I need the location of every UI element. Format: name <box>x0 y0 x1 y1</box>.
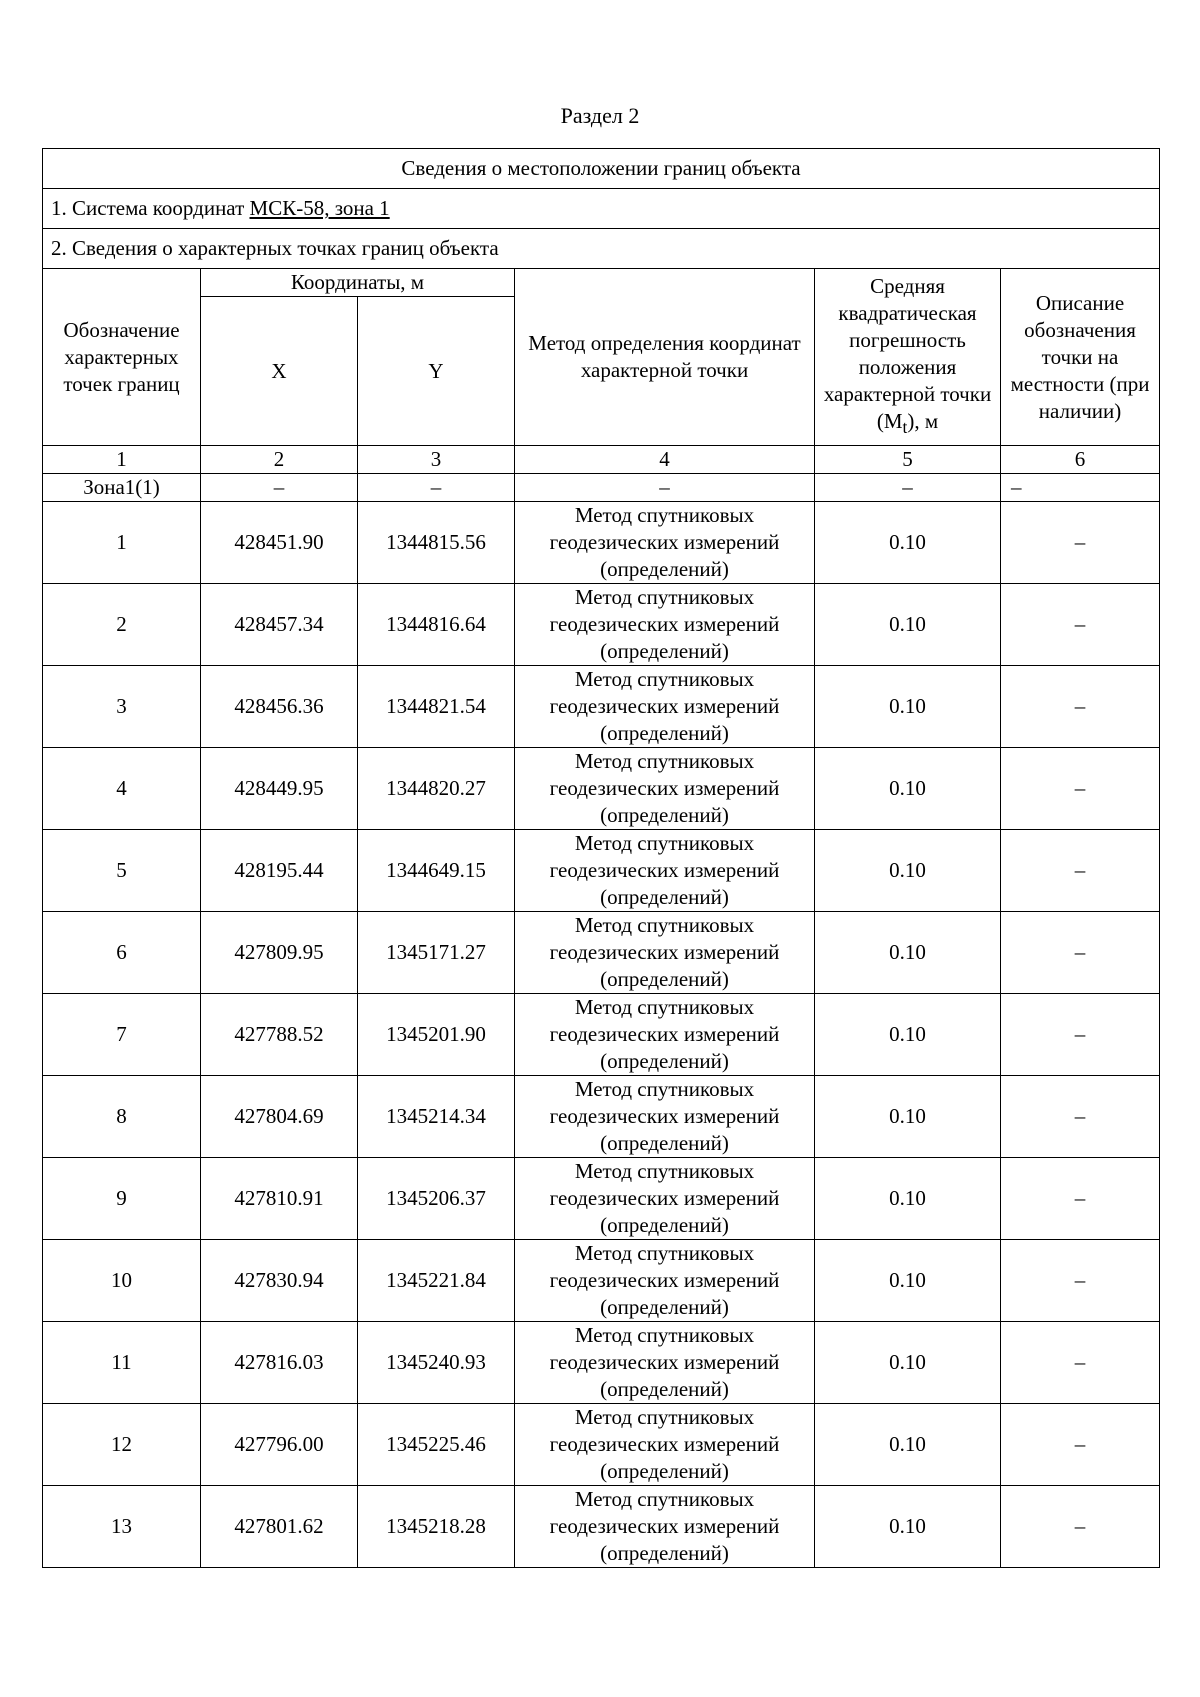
header-row-1 <box>43 269 1160 297</box>
mean-error: 0.10 <box>815 1240 1001 1322</box>
point-number: 11 <box>43 1322 201 1404</box>
boundary-points-table <box>42 148 1160 1568</box>
table-row <box>43 748 1160 830</box>
table-row <box>43 912 1160 994</box>
coord-x: 427804.69 <box>201 1076 358 1158</box>
point-number: 7 <box>43 994 201 1076</box>
coord-y: 1345171.27 <box>358 912 515 994</box>
point-number: 9 <box>43 1158 201 1240</box>
mean-error: 0.10 <box>815 994 1001 1076</box>
coord-y: 1345221.84 <box>358 1240 515 1322</box>
mean-error: 0.10 <box>815 1322 1001 1404</box>
table-row <box>43 994 1160 1076</box>
method-cell: Метод спутниковых геодезических измерений (определений) <box>515 1486 815 1568</box>
table-row <box>43 1240 1160 1322</box>
header-description: Описание обозначения точки на местности (при наличии) <box>1001 269 1160 446</box>
zone-label: Зона1(1) <box>43 474 201 502</box>
coord-x: 427810.91 <box>201 1158 358 1240</box>
coord-x: 428451.90 <box>201 502 358 584</box>
mean-error: 0.10 <box>815 830 1001 912</box>
coord-x: 427788.52 <box>201 994 358 1076</box>
coord-y: 1344820.27 <box>358 748 515 830</box>
coord-y: 1345218.28 <box>358 1486 515 1568</box>
point-description: – <box>1001 1240 1160 1322</box>
method-cell: Метод спутниковых геодезических измерений (определений) <box>515 1322 815 1404</box>
table-row <box>43 1486 1160 1568</box>
point-number: 2 <box>43 584 201 666</box>
method-cell: Метод спутниковых геодезических измерений (определений) <box>515 1404 815 1486</box>
zone-dash: – <box>515 474 815 502</box>
point-number: 5 <box>43 830 201 912</box>
column-numbers-row <box>43 446 1160 474</box>
mean-error: 0.10 <box>815 1158 1001 1240</box>
method-cell: Метод спутниковых геодезических измерений (определений) <box>515 584 815 666</box>
table-title: Сведения о местоположении границ объекта <box>43 149 1160 189</box>
column-number: 6 <box>1001 446 1160 474</box>
coord-x: 428456.36 <box>201 666 358 748</box>
mean-error: 0.10 <box>815 502 1001 584</box>
point-number: 6 <box>43 912 201 994</box>
column-number: 3 <box>358 446 515 474</box>
table-row <box>43 1076 1160 1158</box>
coord-x: 428457.34 <box>201 584 358 666</box>
column-number: 1 <box>43 446 201 474</box>
coord-x: 427801.62 <box>201 1486 358 1568</box>
section-title: Раздел 2 <box>560 103 640 128</box>
header-mean-error-sub: t <box>902 417 908 438</box>
point-description: – <box>1001 502 1160 584</box>
table-title-row <box>43 149 1160 189</box>
coord-y: 1344649.15 <box>358 830 515 912</box>
table-row <box>43 1404 1160 1486</box>
header-coordinates: Координаты, м <box>201 269 515 297</box>
point-number: 4 <box>43 748 201 830</box>
point-description: – <box>1001 1404 1160 1486</box>
column-number: 5 <box>815 446 1001 474</box>
zone-dash: – <box>1001 474 1160 502</box>
point-description: – <box>1001 994 1160 1076</box>
coord-x: 427816.03 <box>201 1322 358 1404</box>
method-cell: Метод спутниковых геодезических измерений (определений) <box>515 748 815 830</box>
coord-y: 1345201.90 <box>358 994 515 1076</box>
header-mean-error-main: Средняя квадратическая погрешность положения характерной точки (M <box>823 273 992 433</box>
mean-error: 0.10 <box>815 1076 1001 1158</box>
point-description: – <box>1001 1322 1160 1404</box>
point-number: 8 <box>43 1076 201 1158</box>
method-cell: Метод спутниковых геодезических измерений (определений) <box>515 912 815 994</box>
point-number: 12 <box>43 1404 201 1486</box>
header-mean-error-tail: ), м <box>907 408 939 433</box>
coord-y: 1344821.54 <box>358 666 515 748</box>
header-x: X <box>201 297 358 446</box>
point-description: – <box>1001 1076 1160 1158</box>
point-number: 10 <box>43 1240 201 1322</box>
coord-x: 427796.00 <box>201 1404 358 1486</box>
mean-error: 0.10 <box>815 1404 1001 1486</box>
table-row <box>43 666 1160 748</box>
table-row <box>43 502 1160 584</box>
method-cell: Метод спутниковых геодезических измерений (определений) <box>515 994 815 1076</box>
zone-dash: – <box>201 474 358 502</box>
method-cell: Метод спутниковых геодезических измерений (определений) <box>515 1240 815 1322</box>
coord-system <box>43 189 1160 229</box>
points-heading-row <box>43 229 1160 269</box>
header-y: Y <box>358 297 515 446</box>
point-description: – <box>1001 748 1160 830</box>
header-method: Метод определения координат характерной точки <box>515 269 815 446</box>
mean-error: 0.10 <box>815 584 1001 666</box>
mean-error: 0.10 <box>815 912 1001 994</box>
coord-y: 1345225.46 <box>358 1404 515 1486</box>
table-row <box>43 830 1160 912</box>
mean-error: 0.10 <box>815 666 1001 748</box>
coord-y: 1345206.37 <box>358 1158 515 1240</box>
coord-system-row <box>43 189 1160 229</box>
point-number: 3 <box>43 666 201 748</box>
method-cell: Метод спутниковых геодезических измерений (определений) <box>515 830 815 912</box>
points-heading: 2. Сведения о характерных точках границ объекта <box>43 229 1160 269</box>
point-number: 1 <box>43 502 201 584</box>
coord-y: 1345240.93 <box>358 1322 515 1404</box>
coord-x: 428449.95 <box>201 748 358 830</box>
zone-row <box>43 474 1160 502</box>
mean-error: 0.10 <box>815 748 1001 830</box>
table-row <box>43 584 1160 666</box>
coord-system-prefix: 1. Система координат <box>51 196 250 220</box>
method-cell: Метод спутниковых геодезических измерений (определений) <box>515 666 815 748</box>
coord-y: 1345214.34 <box>358 1076 515 1158</box>
coord-y: 1344815.56 <box>358 502 515 584</box>
mean-error: 0.10 <box>815 1486 1001 1568</box>
table-row <box>43 1322 1160 1404</box>
coord-x: 427830.94 <box>201 1240 358 1322</box>
method-cell: Метод спутниковых геодезических измерений (определений) <box>515 502 815 584</box>
point-number: 13 <box>43 1486 201 1568</box>
table-row <box>43 1158 1160 1240</box>
point-description: – <box>1001 666 1160 748</box>
point-description: – <box>1001 1158 1160 1240</box>
point-description: – <box>1001 912 1160 994</box>
column-number: 2 <box>201 446 358 474</box>
coord-x: 427809.95 <box>201 912 358 994</box>
zone-dash: – <box>358 474 515 502</box>
header-point-designation: Обозначение характерных точек границ <box>43 269 201 446</box>
point-description: – <box>1001 1486 1160 1568</box>
zone-dash: – <box>815 474 1001 502</box>
method-cell: Метод спутниковых геодезических измерений (определений) <box>515 1158 815 1240</box>
column-number: 4 <box>515 446 815 474</box>
point-description: – <box>1001 830 1160 912</box>
coord-x: 428195.44 <box>201 830 358 912</box>
coord-system-value: МСК-58, зона 1 <box>249 196 390 220</box>
point-description: – <box>1001 584 1160 666</box>
header-mean-error <box>815 269 1001 446</box>
coord-y: 1344816.64 <box>358 584 515 666</box>
method-cell: Метод спутниковых геодезических измерений (определений) <box>515 1076 815 1158</box>
